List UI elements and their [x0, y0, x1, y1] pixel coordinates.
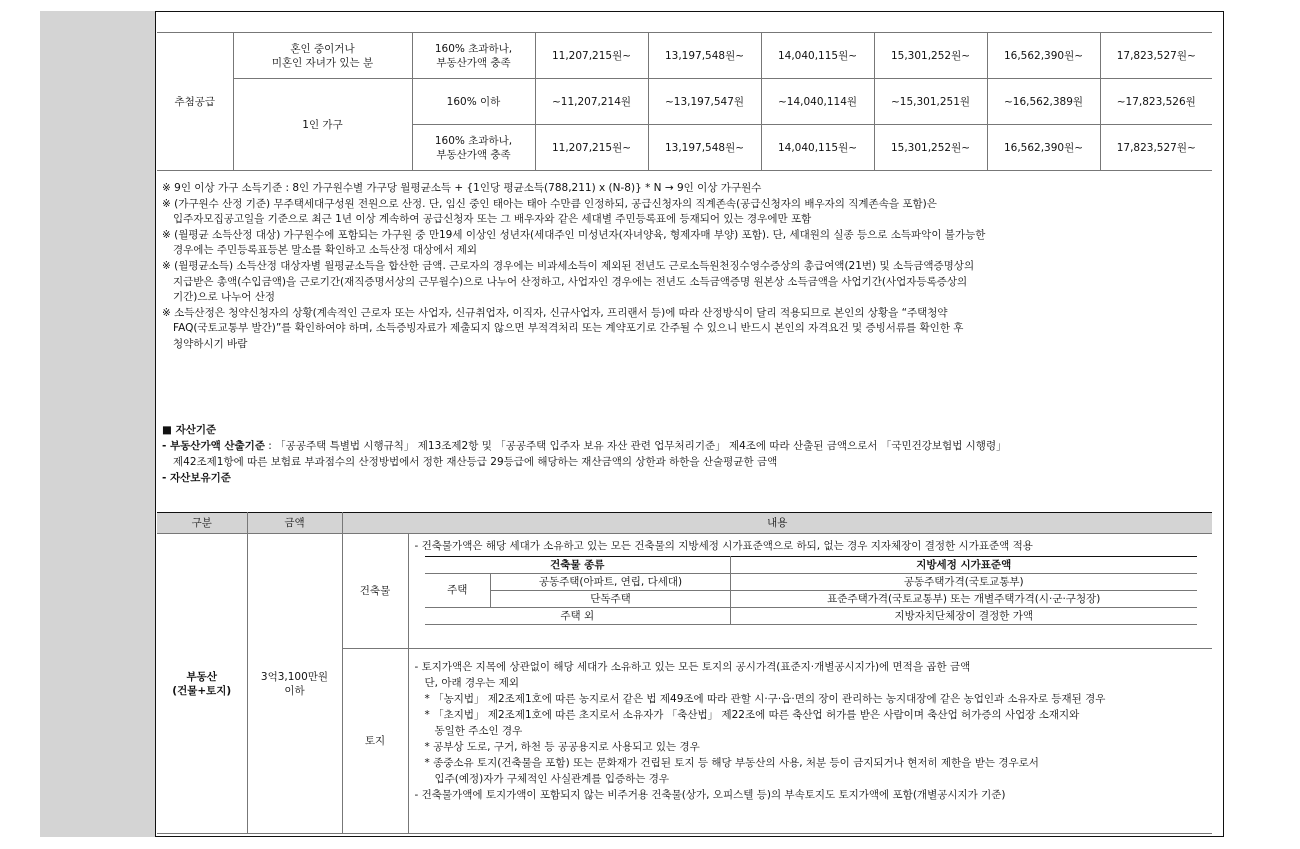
asset-holding-label: - 자산보유기준: [162, 472, 231, 484]
note-line: ※ (월평균 소득산정 대상) 가구원수에 포함되는 가구원 중 만19세 이상인 성년자(세대주인 미성년자(자녀양육, 형제자매 부양) 포함). 단, 세대원의 실종 등으로 소득파악이 불가능한: [162, 228, 986, 241]
tax-value-cell: 표준주택가격(국토교통부) 또는 개별주택가격(시·군·구청장): [731, 591, 1197, 608]
value-cell: ~17,823,526원: [1100, 79, 1212, 125]
value-cell: 14,040,115원~: [761, 33, 874, 79]
table-row: [425, 591, 1197, 608]
condition-line: 160% 초과하나,: [434, 134, 513, 147]
value-cell: 14,040,115원~: [761, 125, 874, 171]
amount-line: 3억3,100만원: [260, 670, 329, 683]
table-row: [425, 574, 1197, 591]
tax-value-cell: 공동주택가격(국토교통부): [731, 574, 1197, 591]
condition-cell: 160% 이하: [412, 79, 535, 125]
table-row: [157, 534, 1212, 649]
land-desc-line: * 공부상 도로, 구거, 하천 등 공공용지로 사용되고 있는 경우: [424, 741, 700, 753]
document-content: [157, 11, 1223, 837]
land-desc-line: - 건축물가액에 토지가액이 포함되지 않는 비주거용 건축물(상가, 오피스텔 등)의 부속토지도 토지가액에 포함(개별공시지가 기준): [414, 789, 1006, 801]
land-desc-line: * 종중소유 토지(건축물을 포함) 또는 문화재가 건립된 토지 등 해당 부동산의 사용, 처분 등이 금지되거나 현저히 제한을 받는 경우로서: [424, 757, 1039, 769]
value-cell: ~15,301,251원: [874, 79, 987, 125]
building-type-cell: 주택 외: [425, 608, 731, 625]
land-desc-line: 단, 아래 경우는 제외: [424, 677, 519, 689]
value-cell: 16,562,390원~: [987, 125, 1100, 171]
housing-label: 주택: [425, 574, 491, 608]
asset-table: [157, 512, 1212, 834]
land-desc-line: - 토지가액은 지목에 상관없이 해당 세대가 소유하고 있는 모든 토지의 공시가격(표준지·개별공시지가)에 면적을 곱한 금액: [414, 661, 971, 673]
table-row: [157, 33, 1212, 79]
building-value-table: [425, 556, 1197, 625]
building-desc: [408, 534, 1212, 649]
land-label: 토지: [342, 649, 408, 834]
value-cell: 16,562,390원~: [987, 33, 1100, 79]
left-sidebar: [40, 11, 156, 837]
amount-cell: [247, 534, 342, 834]
group-cell: [233, 33, 412, 79]
building-desc-text: - 건축물가액은 해당 세대가 소유하고 있는 모든 건축물의 지방세정 시가표준액으로 하되, 없는 경우 지자체장이 결정한 시가표준액 적용: [414, 540, 1033, 552]
value-cell: 13,197,548원~: [648, 125, 761, 171]
header-category: 구분: [157, 513, 247, 534]
tax-value-cell: 지방자치단체장이 결정한 가액: [731, 608, 1197, 625]
header-building-type: 건축물 종류: [425, 557, 731, 574]
value-cell: ~14,040,114원: [761, 79, 874, 125]
category-line: 부동산: [186, 670, 217, 683]
land-desc-line: 동일한 주소인 경우: [434, 725, 523, 737]
land-desc-line: * 「초지법」 제2조제1호에 따른 초지로서 소유자가 「축산법」 제22조에 따른 축산업 허가를 받은 사람이며 축산업 허가증의 사업장 소재지와: [424, 709, 1080, 721]
note-line: 청약하시기 바람: [173, 337, 248, 350]
condition-cell: [412, 33, 535, 79]
land-desc: [408, 649, 1212, 834]
value-cell: 15,301,252원~: [874, 125, 987, 171]
table-header-row: [425, 557, 1197, 574]
note-line: ※ 소득산정은 청약신청자의 상황(계속적인 근로자 또는 사업자, 신규취업자, 이직자, 신규사업자, 프리랜서 등)에 따라 산정방식이 달리 적용되므로 본인의 상황을 “주택청약: [162, 306, 948, 319]
note-line: 기간)으로 나누어 산정: [173, 291, 276, 304]
building-type-cell: 공동주택(아파트, 연립, 다세대): [491, 574, 731, 591]
land-desc-line: 입주(예정)자가 구체적인 사실관계를 입증하는 경우: [434, 773, 670, 785]
realestate-criteria-text: : 「공공주택 특별법 시행규칙」 제13조제2항 및 「공공주택 입주자 보유 자산 관련 업무처리기준」 제4조에 따라 산출된 금액으로서 「국민건강보험법 시행령」: [264, 440, 1007, 452]
asset-section-title: ■ 자산기준: [162, 424, 217, 436]
value-cell: 17,823,527원~: [1100, 33, 1212, 79]
value-cell: ~13,197,547원: [648, 79, 761, 125]
note-line: 지급받은 총액(수입금액)을 근로기간(재직증명서상의 근무월수)으로 나누어 산정하고, 사업자인 경우에는 전년도 소득금액증명 원본상 소득금액을 사업기간(사업자등록증상의: [173, 275, 968, 288]
note-line: ※ (가구원수 산정 기준) 무주택세대구성원 전원으로 산정. 단, 임신 중인 태아는 태아 수만큼 인정하되, 공급신청자의 직계존속(공급신청자의 배우자의 직계존속을 포함)은: [162, 197, 937, 210]
category-line: (건물+토지): [172, 684, 232, 697]
note-line: 경우에는 주민등록표등본 말소를 확인하고 소득산정 대상에서 제외: [173, 244, 478, 257]
header-content: 내용: [342, 513, 1212, 534]
realestate-criteria-cont: 제42조제1항에 따른 보험료 부과점수의 산정방법에서 정한 재산등급 29등급에 해당하는 재산금액의 상한과 하한을 산술평균한 금액: [173, 456, 778, 468]
group-cell: 1인 가구: [233, 79, 412, 171]
table-row: [425, 608, 1197, 625]
category-cell: 추첨공급: [157, 33, 233, 171]
income-table: [157, 32, 1212, 171]
value-cell: 11,207,215원~: [535, 125, 648, 171]
note-line: ※ (월평균소득) 소득산정 대상자별 월평균소득을 합산한 금액. 근로자의 경우에는 비과세소득이 제외된 전년도 근로소득원천징수영수증상의 총급여액(21번) 및 소득금액증명상의: [162, 259, 975, 272]
value-cell: 11,207,215원~: [535, 33, 648, 79]
realestate-criteria: [162, 439, 1007, 455]
value-cell: ~16,562,389원: [987, 79, 1100, 125]
land-desc-line: * 「농지법」 제2조제1호에 따른 농지로서 같은 법 제49조에 따라 관할 시·구·읍·면의 장이 관리하는 농지대장에 같은 농업인과 소유자로 등재된 경우: [424, 693, 1106, 705]
condition-line: 160% 초과하나,: [434, 42, 513, 55]
value-cell: 15,301,252원~: [874, 33, 987, 79]
note-line: ※ 9인 이상 가구 소득기준 : 8인 가구원수별 가구당 월평균소득 + {1인당 평균소득(788,211) x (N-8)} * N → 9인 이상 가구원수: [162, 182, 762, 194]
condition-cell: [412, 125, 535, 171]
value-cell: 13,197,548원~: [648, 33, 761, 79]
note-line: 입주자모집공고일을 기준으로 최근 1년 이상 계속하여 공급신청자 또는 그 배우자와 같은 세대별 주민등록표에 등재되어 있는 경우에만 포함: [173, 213, 812, 226]
income-notes: [162, 181, 1220, 353]
value-cell: 17,823,527원~: [1100, 125, 1212, 171]
note-line: FAQ(국토교통부 발간)”를 확인하여야 하며, 소득증빙자료가 제출되지 않으면 부적격처리 또는 계약포기로 간주될 수 있으니 반드시 본인의 자격요건 및 증빙서류를 확인한 후: [173, 322, 964, 335]
group-line: 혼인 중이거나: [290, 42, 355, 55]
value-cell: ~11,207,214원: [535, 79, 648, 125]
building-type-cell: 단독주택: [491, 591, 731, 608]
condition-line: 부동산가액 충족: [436, 56, 511, 69]
header-tax-value: 지방세정 시가표준액: [731, 557, 1197, 574]
realestate-criteria-label: - 부동산가액 산출기준: [162, 440, 265, 452]
table-row: [157, 79, 1212, 125]
header-amount: 금액: [247, 513, 342, 534]
condition-line: 부동산가액 충족: [436, 148, 511, 161]
table-header-row: [157, 513, 1212, 534]
amount-line: 이하: [284, 684, 305, 697]
group-line: 미혼인 자녀가 있는 분: [271, 56, 374, 69]
category-cell: [157, 534, 247, 834]
building-label: 건축물: [342, 534, 408, 649]
